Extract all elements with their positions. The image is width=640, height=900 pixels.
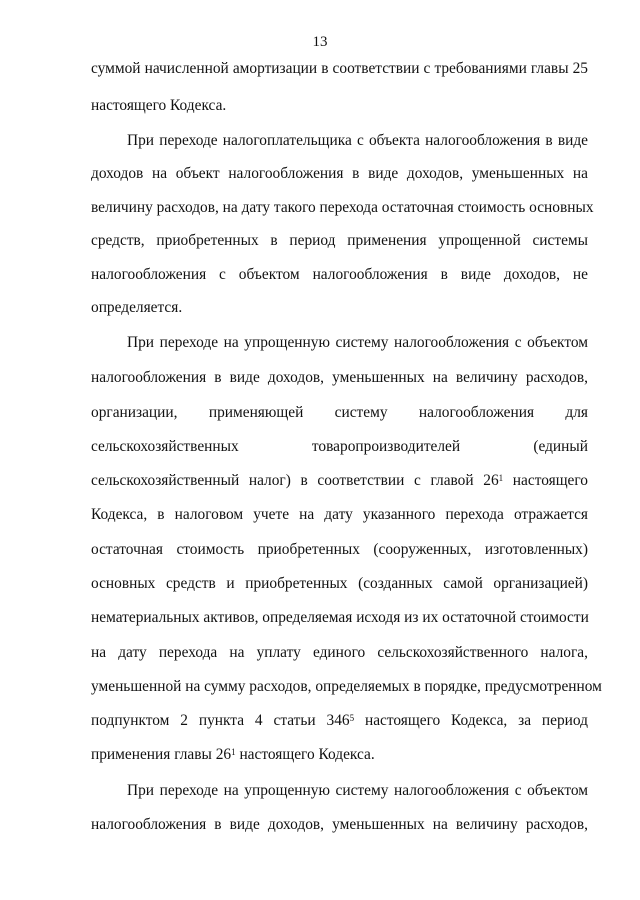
line-text: сельскохозяйственный налог) в соответствии с главой 26 <box>91 472 499 489</box>
paragraph-line: При переходе налогоплательщика с объекта налогообложения в виде <box>127 132 588 149</box>
line-text: настоящего Кодекса, за период <box>354 712 588 729</box>
paragraph-line: налогообложения с объектом налогообложения в виде доходов, не <box>91 266 588 283</box>
paragraph-line: на дату перехода на уплату единого сельскохозяйственного налога, <box>91 644 588 661</box>
paragraph-line: Кодекса, в налоговом учете на дату указанного перехода отражается <box>91 506 588 523</box>
paragraph-line: средств, приобретенных в период применения упрощенной системы <box>91 232 588 249</box>
paragraph-line: основных средств и приобретенных (созданных самой организацией) <box>91 575 588 592</box>
line-text: применения главы 26 <box>91 746 232 763</box>
page-number: 13 <box>312 34 328 50</box>
line-text: настоящего Кодекса. <box>235 746 375 763</box>
paragraph-line: определяется. <box>91 299 183 316</box>
paragraph-line: величину расходов, на дату такого перехода остаточная стоимость основных <box>91 199 594 216</box>
paragraph-line: налогообложения в виде доходов, уменьшенных на величину расходов, <box>91 369 588 386</box>
paragraph-line-with-superscript <box>91 745 588 765</box>
paragraph-line: настоящего Кодекса. <box>91 97 227 114</box>
paragraph-line: остаточная стоимость приобретенных (сооруженных, изготовленных) <box>91 541 588 558</box>
paragraph-line: При переходе на упрощенную систему налогообложения с объектом <box>127 334 588 351</box>
line-text: подпунктом 2 пункта 4 статьи 346 <box>91 712 350 729</box>
paragraph-line-with-superscript <box>91 711 588 731</box>
paragraph-line: организации, применяющей систему налогообложения для <box>91 404 588 421</box>
paragraph-line: суммой начисленной амортизации в соответствии с требованиями главы 25 <box>91 60 588 77</box>
paragraph-line: налогообложения в виде доходов, уменьшенных на величину расходов, <box>91 816 588 833</box>
superscript: 5 <box>349 713 355 723</box>
superscript: 1 <box>231 747 236 757</box>
paragraph-line: сельскохозяйственных товаропроизводителей (единый <box>91 438 588 455</box>
superscript: 1 <box>498 473 504 483</box>
paragraph-line: При переходе на упрощенную систему налогообложения с объектом <box>127 782 588 799</box>
paragraph-line: нематериальных активов, определяемая исходя из их остаточной стоимости <box>91 609 589 626</box>
line-text: настоящего <box>503 472 589 489</box>
paragraph-line: уменьшенной на сумму расходов, определяемых в порядке, предусмотренном <box>91 678 602 695</box>
paragraph-line-with-superscript <box>91 471 588 491</box>
paragraph-line: доходов на объект налогообложения в виде доходов, уменьшенных на <box>91 165 588 182</box>
